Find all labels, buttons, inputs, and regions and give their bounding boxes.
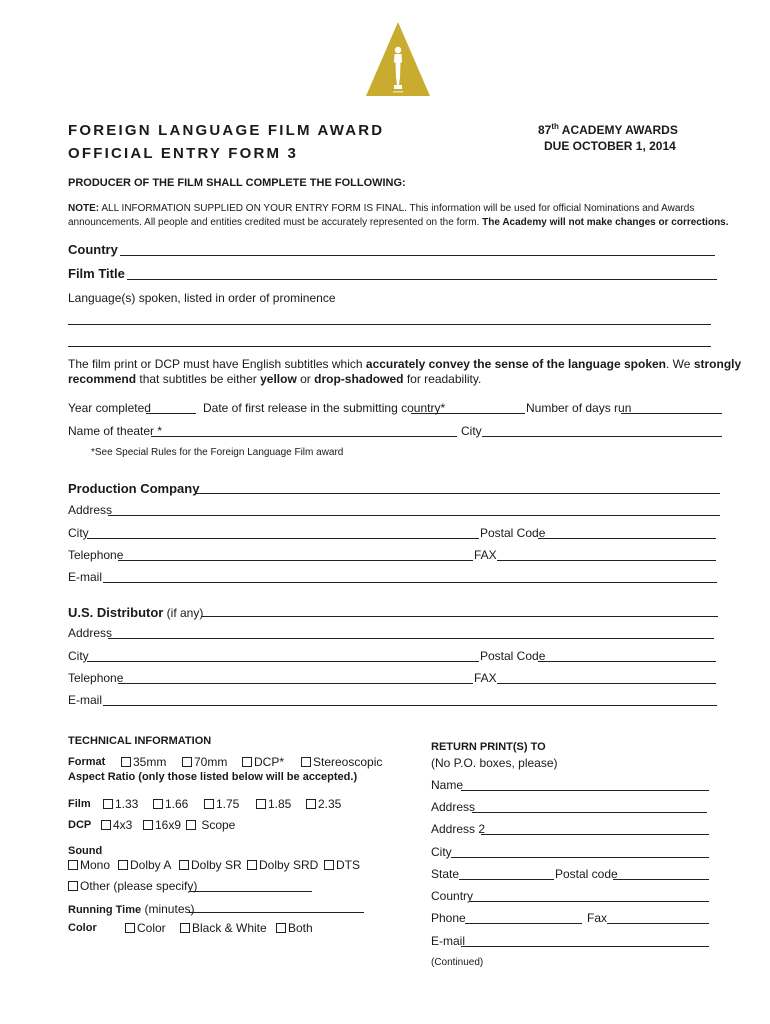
production-company-field[interactable] [196,493,720,494]
checkbox-icon[interactable] [242,757,252,767]
film-title-label: Film Title [68,266,125,281]
country-field[interactable] [120,255,715,256]
color-option-both[interactable]: Both [276,921,313,935]
format-label: Format [68,756,106,768]
distributor-telephone-field[interactable] [118,683,473,684]
checkbox-icon[interactable] [68,881,78,891]
sound-option-dolby-sr[interactable]: Dolby SR [179,858,242,872]
year-completed-field[interactable] [146,413,196,414]
production-telephone-field[interactable] [118,560,473,561]
distributor-fax-label: FAX [474,671,497,685]
note-line-2: announcements. All people and entities credited must be accurately represented on the form. The Academy will not make changes or corrections. [68,217,729,228]
production-fax-label: FAX [474,548,497,562]
color-option-black-white[interactable]: Black & White [180,921,267,935]
production-email-field[interactable] [103,582,717,583]
return-fax-label: Fax [587,911,608,925]
distributor-email-field[interactable] [103,705,717,706]
checkbox-icon[interactable] [301,757,311,767]
checkbox-icon[interactable] [179,860,189,870]
film-option-1-66[interactable]: 1.66 [153,797,188,811]
return-city-field[interactable] [451,857,709,858]
production-address-label: Address [68,503,113,517]
checkbox-icon[interactable] [276,923,286,933]
production-city-field[interactable] [87,538,479,539]
distributor-fax-field[interactable] [497,683,716,684]
return-fax-field[interactable] [607,923,709,924]
distributor-city-label: City [68,649,89,663]
production-postal-field[interactable] [538,538,716,539]
return-state-label: State [431,867,460,881]
dcp-option-scope[interactable]: Scope [186,818,235,832]
film-aspect-label: Film [68,798,91,810]
color-option-color[interactable]: Color [125,921,166,935]
production-company-label: Production Company [68,481,200,496]
sound-option-other[interactable]: Other (please specify) [68,879,197,893]
theater-field[interactable] [151,436,457,437]
sound-option-dts[interactable]: DTS [324,858,360,872]
us-distributor-label: U.S. Distributor (if any) [68,605,204,620]
production-telephone-label: Telephone [68,548,124,562]
sound-option-dolby-a[interactable]: Dolby A [118,858,171,872]
format-option-35mm[interactable]: 35mm [121,755,166,769]
return-city-label: City [431,845,452,859]
continued-note: (Continued) [431,957,484,968]
distributor-telephone-label: Telephone [68,671,124,685]
return-postal-label: Postal code [555,867,618,881]
return-address2-field[interactable] [481,834,709,835]
running-time-field[interactable] [189,912,364,913]
return-phone-label: Phone [431,911,466,925]
special-rules-note: *See Special Rules for the Foreign Language Film award [91,447,344,458]
checkbox-icon[interactable] [204,799,214,809]
checkbox-icon[interactable] [121,757,131,767]
running-time-label: Running Time (minutes) [68,902,195,916]
distributor-city-field[interactable] [87,661,479,662]
checkbox-icon[interactable] [68,860,78,870]
other-specify-field[interactable] [189,891,312,892]
production-fax-field[interactable] [497,560,716,561]
return-country-label: Country [431,889,474,903]
dcp-aspect-label: DCP [68,819,92,831]
checkbox-icon[interactable] [118,860,128,870]
checkbox-icon[interactable] [256,799,266,809]
sound-option-mono[interactable]: Mono [68,858,110,872]
production-email-label: E-mail [68,570,103,584]
days-run-label: Number of days run [526,401,632,415]
format-option-dcp[interactable]: DCP* [242,755,284,769]
production-address-field[interactable] [108,515,720,516]
year-completed-label: Year completed [68,401,151,415]
film-option-1-33[interactable]: 1.33 [103,797,138,811]
color-label: Color [68,922,97,934]
languages-field-1[interactable] [68,324,711,325]
awards-heading: 87th ACADEMY AWARDS [538,122,678,137]
distributor-address-label: Address [68,626,113,640]
return-postal-field[interactable] [613,879,709,880]
checkbox-icon[interactable] [306,799,316,809]
distributor-email-label: E-mail [68,693,103,707]
film-title-field[interactable] [127,279,717,280]
subtitles-note-line-1: The film print or DCP must have English subtitles which accurately convey the sense of the language spoken. We strongly [68,357,742,371]
first-release-field[interactable] [411,413,525,414]
dcp-option-16x9[interactable]: 16x9 [143,818,181,832]
film-option-1-85[interactable]: 1.85 [256,797,291,811]
checkbox-icon[interactable] [324,860,334,870]
academy-logo-icon [366,22,430,98]
us-distributor-field[interactable] [201,616,718,617]
sound-label: Sound [68,845,103,857]
checkbox-icon[interactable] [101,820,111,830]
production-city-label: City [68,526,89,540]
country-label: Country [68,242,118,257]
return-address-label: Address [431,800,476,814]
days-run-field[interactable] [621,413,722,414]
dcp-option-4x3[interactable]: 4x3 [101,818,132,832]
return-phone-field[interactable] [465,923,582,924]
technical-info-heading: TECHNICAL INFORMATION [68,735,212,747]
checkbox-icon[interactable] [103,799,113,809]
theater-label: Name of theater * [68,424,163,438]
production-postal-label: Postal Code [480,526,546,540]
form-title: FOREIGN LANGUAGE FILM AWARD [68,122,385,139]
form-subtitle: OFFICIAL ENTRY FORM 3 [68,145,299,162]
languages-label: Language(s) spoken, listed in order of prominence [68,291,336,305]
checkbox-icon[interactable] [125,923,135,933]
film-option-1-75[interactable]: 1.75 [204,797,239,811]
distributor-address-field[interactable] [108,638,714,639]
theater-city-field[interactable] [482,436,722,437]
checkbox-icon[interactable] [153,799,163,809]
film-option-2-35[interactable]: 2.35 [306,797,341,811]
format-option-70mm[interactable]: 70mm [182,755,227,769]
return-state-field[interactable] [459,879,554,880]
checkbox-icon[interactable] [182,757,192,767]
producer-instruction: PRODUCER OF THE FILM SHALL COMPLETE THE FOLLOWING: [68,177,406,189]
subtitles-note-line-2: recommend that subtitles be either yellow or drop-shadowed for readability. [68,372,482,386]
return-prints-note: (No P.O. boxes, please) [431,756,558,770]
return-email-label: E-mail [431,934,466,948]
return-address-field[interactable] [472,812,707,813]
return-prints-heading: RETURN PRINT(S) TO [431,741,546,753]
first-release-label: Date of first release in the submitting country* [203,401,446,415]
return-name-field[interactable] [461,790,709,791]
note-line-1: NOTE: ALL INFORMATION SUPPLIED ON YOUR ENTRY FORM IS FINAL. This information will be used for official Nominations and Awards [68,203,695,214]
checkbox-icon[interactable] [180,923,190,933]
checkbox-icon[interactable] [143,820,153,830]
aspect-ratio-label: Aspect Ratio (only those listed below will be accepted.) [68,771,358,783]
due-date: DUE OCTOBER 1, 2014 [544,139,676,153]
distributor-postal-label: Postal Code [480,649,546,663]
checkbox-icon[interactable] [186,820,196,830]
checkbox-icon[interactable] [247,860,257,870]
return-address2-label: Address 2 [431,822,486,836]
languages-field-2[interactable] [68,346,711,347]
theater-city-label: City [461,424,482,438]
return-name-label: Name [431,778,464,792]
sound-option-dolby-srd[interactable]: Dolby SRD [247,858,318,872]
return-email-field[interactable] [461,946,709,947]
return-country-field[interactable] [470,901,709,902]
format-option-stereoscopic[interactable]: Stereoscopic [301,755,382,769]
distributor-postal-field[interactable] [538,661,716,662]
